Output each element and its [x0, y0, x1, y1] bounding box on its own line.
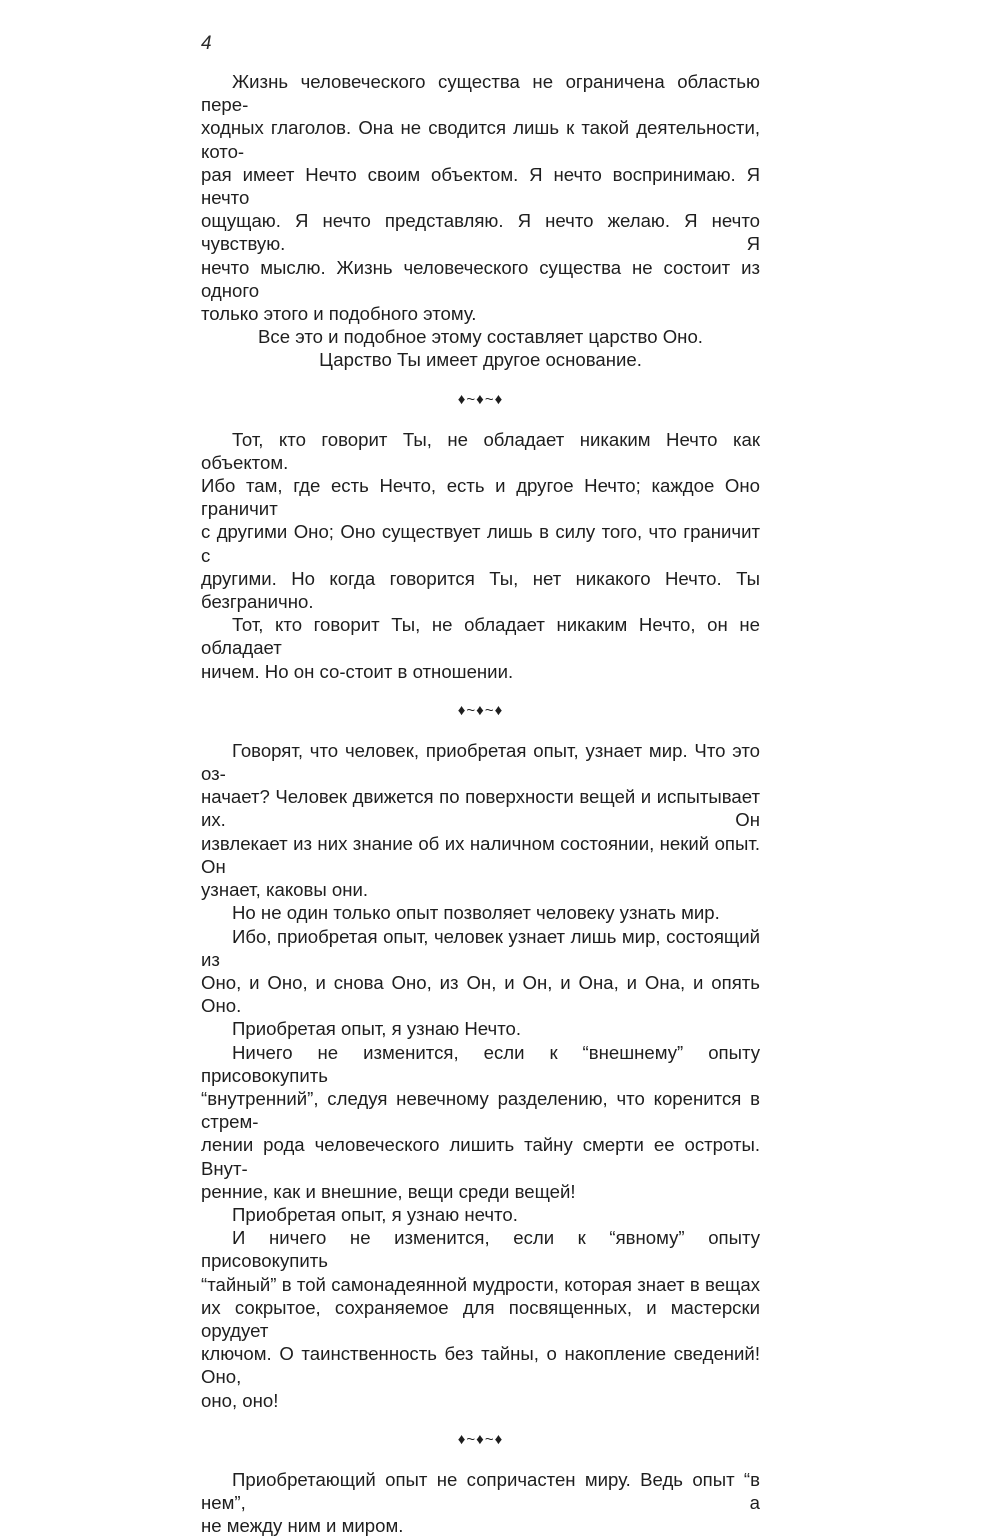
text-line: извлекает из них знание об их наличном состоянии, некий опыт. Он — [201, 832, 760, 877]
text-line: Приобретая опыт, я узнаю нечто. — [232, 1203, 518, 1225]
section-4 — [201, 1468, 760, 1537]
section-2 — [201, 428, 760, 683]
section-divider: ♦~♦~♦ — [457, 701, 504, 719]
text-line: узнает, каковы они. — [201, 879, 369, 901]
text-line: И ничего не изменится, если к “явному” опыту присовокупить — [201, 1227, 760, 1272]
page-number: 4 — [201, 33, 212, 54]
text-line: Ничего не изменится, если к “внешнему” опыту присовокупить — [201, 1041, 760, 1086]
text-line: Говорят, что человек, приобретая опыт, узнает мир. Что это оз- — [201, 739, 760, 785]
text-line: начает? Человек движется по поверхности вещей и испытывает их. Он — [201, 786, 760, 831]
text-line: Но не один только опыт позволяет человеку узнать мир. — [232, 902, 720, 924]
section-divider: ♦~♦~♦ — [457, 1430, 504, 1448]
text-line: Жизнь человеческого существа не ограничена областью пере- — [201, 71, 760, 116]
text-line: их сокрытое, сохраняемое для посвященных, и мастерски орудует — [201, 1296, 760, 1341]
text-line: Оно, и Оно, и снова Оно, из Он, и Он, и Она, и Она, и опять Оно. — [201, 971, 760, 1017]
text-line: другими. Но когда говорится Ты, нет никакого Нечто. Ты безгранично. — [201, 567, 760, 613]
centered-line: Царство Ты имеет другое основание. — [319, 349, 642, 371]
text-line: лении рода человеческого лишить тайну смерти ее остроты. Внут- — [201, 1134, 760, 1179]
text-line: Приобретающий опыт не сопричастен миру. Ведь опыт “в нем”, а — [201, 1468, 760, 1513]
section-divider: ♦~♦~♦ — [457, 390, 504, 408]
text-line: Ибо там, где есть Нечто, есть и другое Нечто; каждое Оно граничит — [201, 475, 760, 520]
text-line: ничем. Но он со-стоит в отношении. — [201, 660, 514, 682]
text-line: не между ним и миром. — [201, 1515, 404, 1537]
text-line: с другими Оно; Оно существует лишь в силу того, что граничит с — [201, 521, 760, 566]
text-line: рая имеет Нечто своим объектом. Я нечто воспринимаю. Я нечто — [201, 163, 760, 209]
text-line: ключом. О таинственность без тайны, о накопление сведений! Оно, — [201, 1343, 760, 1388]
text-line: ренние, как и внешние, вещи среди вещей! — [201, 1180, 576, 1202]
text-line: оно, оно! — [201, 1389, 279, 1411]
text-line: ходных глаголов. Она не сводится лишь к такой деятельности, кото- — [201, 117, 760, 162]
text-line: нечто мыслю. Жизнь человеческого существа не состоит из одного — [201, 256, 760, 301]
section-3 — [201, 739, 760, 1412]
section-1 — [201, 70, 760, 372]
text-line: “тайный” в той самонадеянной мудрости, которая знает в вещах — [201, 1273, 760, 1295]
text-line: Тот, кто говорит Ты, не обладает никаким Нечто, он не обладает — [201, 614, 760, 659]
text-line: ощущаю. Я нечто представляю. Я нечто желаю. Я нечто чувствую. Я — [201, 210, 760, 255]
text-line: “внутренний”, следуя невечному разделению, что коренится в стрем- — [201, 1087, 760, 1133]
text-line: только этого и подобного этому. — [201, 303, 477, 325]
text-line: Ибо, приобретая опыт, человек узнает лишь мир, состоящий из — [201, 925, 760, 970]
text-line: Тот, кто говорит Ты, не обладает никаким Нечто как объектом. — [201, 428, 760, 473]
page-body — [201, 70, 760, 1537]
text-line: Приобретая опыт, я узнаю Нечто. — [232, 1018, 522, 1040]
centered-line: Все это и подобное этому составляет царство Оно. — [258, 326, 703, 348]
